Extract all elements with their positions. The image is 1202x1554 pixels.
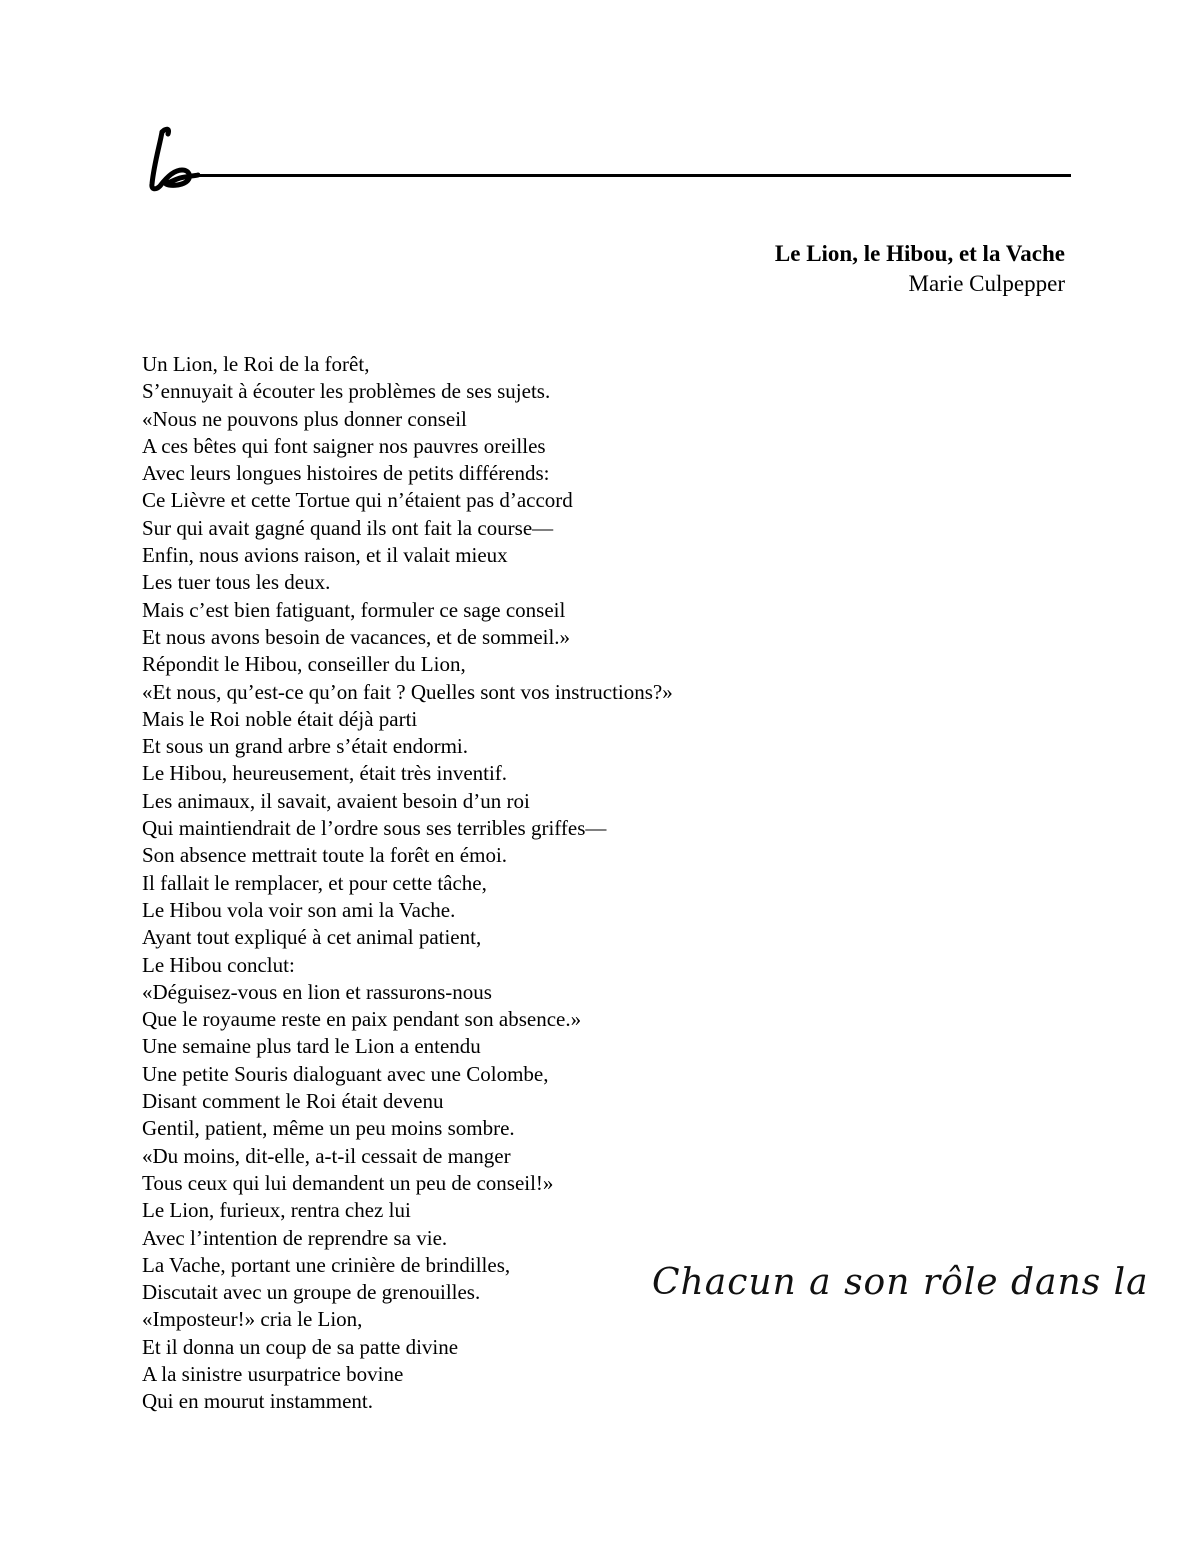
poem-line: «Du moins, dit-elle, a-t-il cessait de manger: [142, 1143, 511, 1168]
poem-line: Discutait avec un groupe de grenouilles.: [142, 1280, 481, 1305]
poem-body: [142, 351, 673, 1416]
poem-line: Et il donna un coup de sa patte divine: [142, 1334, 459, 1359]
poem-author: Marie Culpepper: [908, 271, 1065, 296]
poem-line: La Vache, portant une crinière de brindilles,: [142, 1252, 511, 1277]
poem-line: Enfin, nous avions raison, et il valait mieux: [142, 543, 508, 568]
poem-line: «Déguisez-vous en lion et rassurons-nous: [142, 979, 492, 1004]
poem-line: Une petite Souris dialoguant avec une Colombe,: [142, 1061, 549, 1086]
title-block: [775, 239, 1065, 299]
poem-line: Gentil, patient, même un peu moins sombre.: [142, 1116, 515, 1141]
poem-line: A ces bêtes qui font saigner nos pauvres oreilles: [142, 433, 546, 458]
poem-line: «Et nous, qu’est-ce qu’on fait ? Quelles sont vos instructions?»: [142, 679, 673, 704]
poem-line: Avec leurs longues histoires de petits différends:: [142, 461, 550, 486]
poem-line: Que le royaume reste en paix pendant son absence.»: [142, 1007, 582, 1032]
poem-line: Le Lion, furieux, rentra chez lui: [142, 1198, 411, 1223]
poem-line: Ce Lièvre et cette Tortue qui n’étaient pas d’accord: [142, 488, 573, 513]
poem-line: Un Lion, le Roi de la forêt,: [142, 352, 370, 376]
poem-line: Et sous un grand arbre s’était endormi.: [142, 734, 468, 759]
poem-line: Le Hibou, heureusement, était très inventif.: [142, 761, 508, 786]
poem-line: Qui en mourut instamment.: [142, 1389, 373, 1414]
poem-line: Disant comment le Roi était devenu: [142, 1089, 444, 1114]
poem-line: «Imposteur!» cria le Lion,: [142, 1307, 363, 1332]
poem-line: A la sinistre usurpatrice bovine: [142, 1361, 404, 1386]
poem-title: Le Lion, le Hibou, et la Vache: [774, 241, 1065, 266]
poem-line: Son absence mettrait toute la forêt en émoi.: [142, 843, 508, 868]
poem-line: Avec l’intention de reprendre sa vie.: [142, 1225, 448, 1250]
script-text: Chacun a son rôle dans la: [652, 1262, 1149, 1303]
poem-line: Il fallait le remplacer, et pour cette tâche,: [142, 870, 487, 895]
poem-line: Une semaine plus tard le Lion a entendu: [142, 1034, 481, 1059]
poem-line: Et nous avons besoin de vacances, et de sommeil.»: [142, 624, 571, 649]
poem-line: «Nous ne pouvons plus donner conseil: [142, 406, 467, 431]
poem-line: Mais le Roi noble était déjà parti: [142, 706, 418, 731]
poem-line: Le Hibou vola voir son ami la Vache.: [142, 897, 456, 922]
poem-line: Les tuer tous les deux.: [142, 570, 331, 595]
header-rule: [198, 174, 1071, 177]
poem-line: Tous ceux qui lui demandent un peu de conseil!»: [142, 1170, 554, 1195]
poem-line: Qui maintiendrait de l’ordre sous ses terribles griffes—: [142, 816, 607, 841]
poem-line: Les animaux, il savait, avaient besoin d’un roi: [142, 788, 530, 813]
poem-line: Sur qui avait gagné quand ils ont fait la course—: [142, 515, 554, 540]
poem-line: Le Hibou conclut:: [142, 952, 295, 977]
poem-line: Ayant tout expliqué à cet animal patient,: [142, 925, 482, 950]
poem-line: Répondit le Hibou, conseiller du Lion,: [142, 652, 466, 677]
script-b-logo-icon: [140, 120, 200, 195]
poem-line: S’ennuyait à écouter les problèmes de ses sujets.: [142, 379, 551, 404]
poem-line: Mais c’est bien fatiguant, formuler ce sage conseil: [142, 597, 566, 622]
